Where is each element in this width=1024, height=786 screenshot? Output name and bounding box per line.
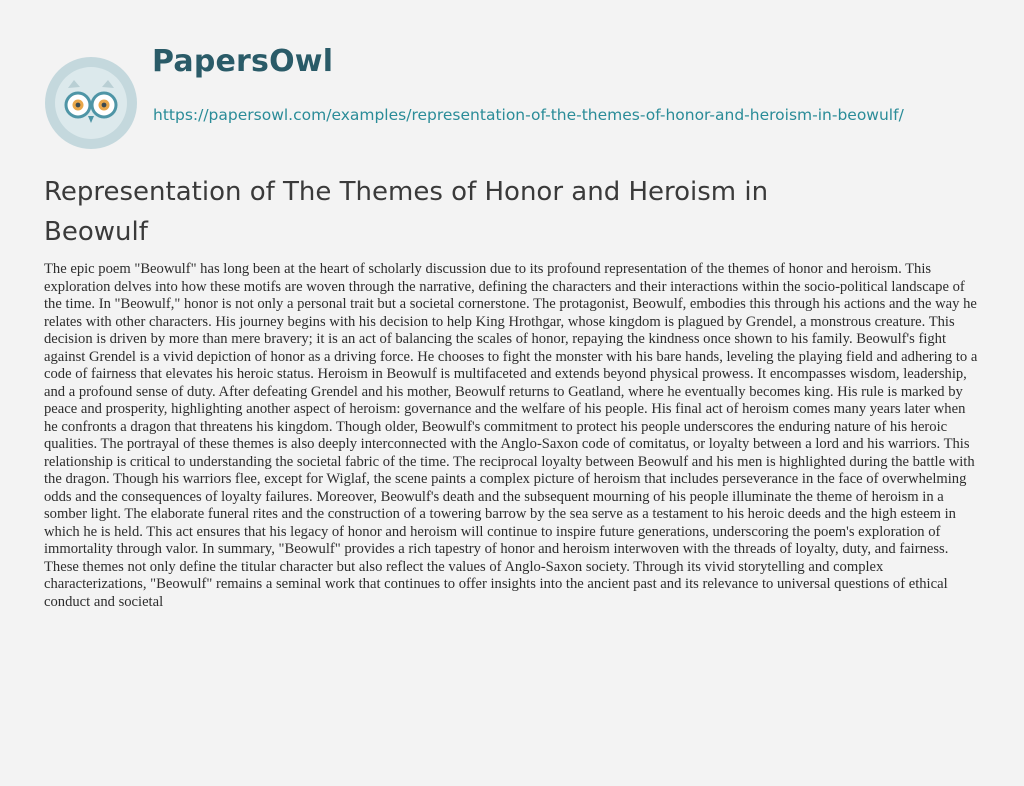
brand-name[interactable]: PapersOwl xyxy=(152,44,334,79)
owl-logo-icon[interactable] xyxy=(44,56,138,150)
page-title: Representation of The Themes of Honor and Heroism in Beowulf xyxy=(44,177,769,247)
site-header xyxy=(44,44,984,152)
essay-body: The epic poem "Beowulf" has long been at the heart of scholarly discussion due to its profound representation of the themes of honor and heroism. This exploration delves into how these motifs are woven through the narrative, defining the characters and their interactions within the socio-political landscape of the time. In "Beowulf," honor is not only a personal trait but a societal cornerstone. The protagonist, Beowulf, embodies this through his actions and the way he relates with other characters. His journey begins with his decision to help King Hrothgar, whose kingdom is plagued by Grendel, a monstrous creature. This decision is driven by more than mere bravery; it is an act of balancing the scales of honor, repaying the kindness once shown to his family. Beowulf's fight against Grendel is a vivid depiction of honor as a driving force. He chooses to fight the monster with his bare hands, leveling the playing field and adhering to a code of fairness that elevates his heroic status. Heroism in Beowulf is multifaceted and extends beyond physical prowess. It encompasses wisdom, leadership, and a profound sense of duty. After defeating Grendel and his mother, Beowulf returns to Geatland, where he eventually becomes king. His rule is marked by peace and prosperity, highlighting another aspect of heroism: governance and the welfare of his people. His final act of heroism comes many years later when he confronts a dragon that threatens his kingdom. Though older, Beowulf's commitment to protect his people underscores the enduring nature of his heroic qualities. The portrayal of these themes is also deeply interconnected with the Anglo-Saxon code of comitatus, or loyalty between a lord and his warriors. This relationship is critical to understanding the societal fabric of the time. The reciprocal loyalty between Beowulf and his men is highlighted during the battle with the dragon. Though his warriors flee, except for Wiglaf, the scene paints a complex picture of heroism that includes perseverance in the face of overwhelming odds and the consequences of loyalty failures. Moreover, Beowulf's death and the subsequent mourning of his people illuminate the theme of heroism in a somber light. The elaborate funeral rites and the construction of a towering barrow by the sea serve as a testament to his heroic deeds and the high esteem in which he is held. This act ensures that his legacy of honor and heroism will continue to inspire future generations, underscoring the poem's exploration of immortality through valor. In summary, "Beowulf" provides a rich tapestry of honor and heroism interwoven with the threads of loyalty, duty, and fairness. These themes not only define the titular character but also reflect the values of Anglo-Saxon society. Through its vivid storytelling and complex characterizations, "Beowulf" remains a seminal work that continues to offer insights into the ancient past and its relevance to universal questions of ethical conduct and societal xyxy=(44,261,978,610)
source-url-link[interactable]: https://papersowl.com/examples/representation-of-the-themes-of-honor-and-heroism-in-beowulf/ xyxy=(153,106,904,124)
